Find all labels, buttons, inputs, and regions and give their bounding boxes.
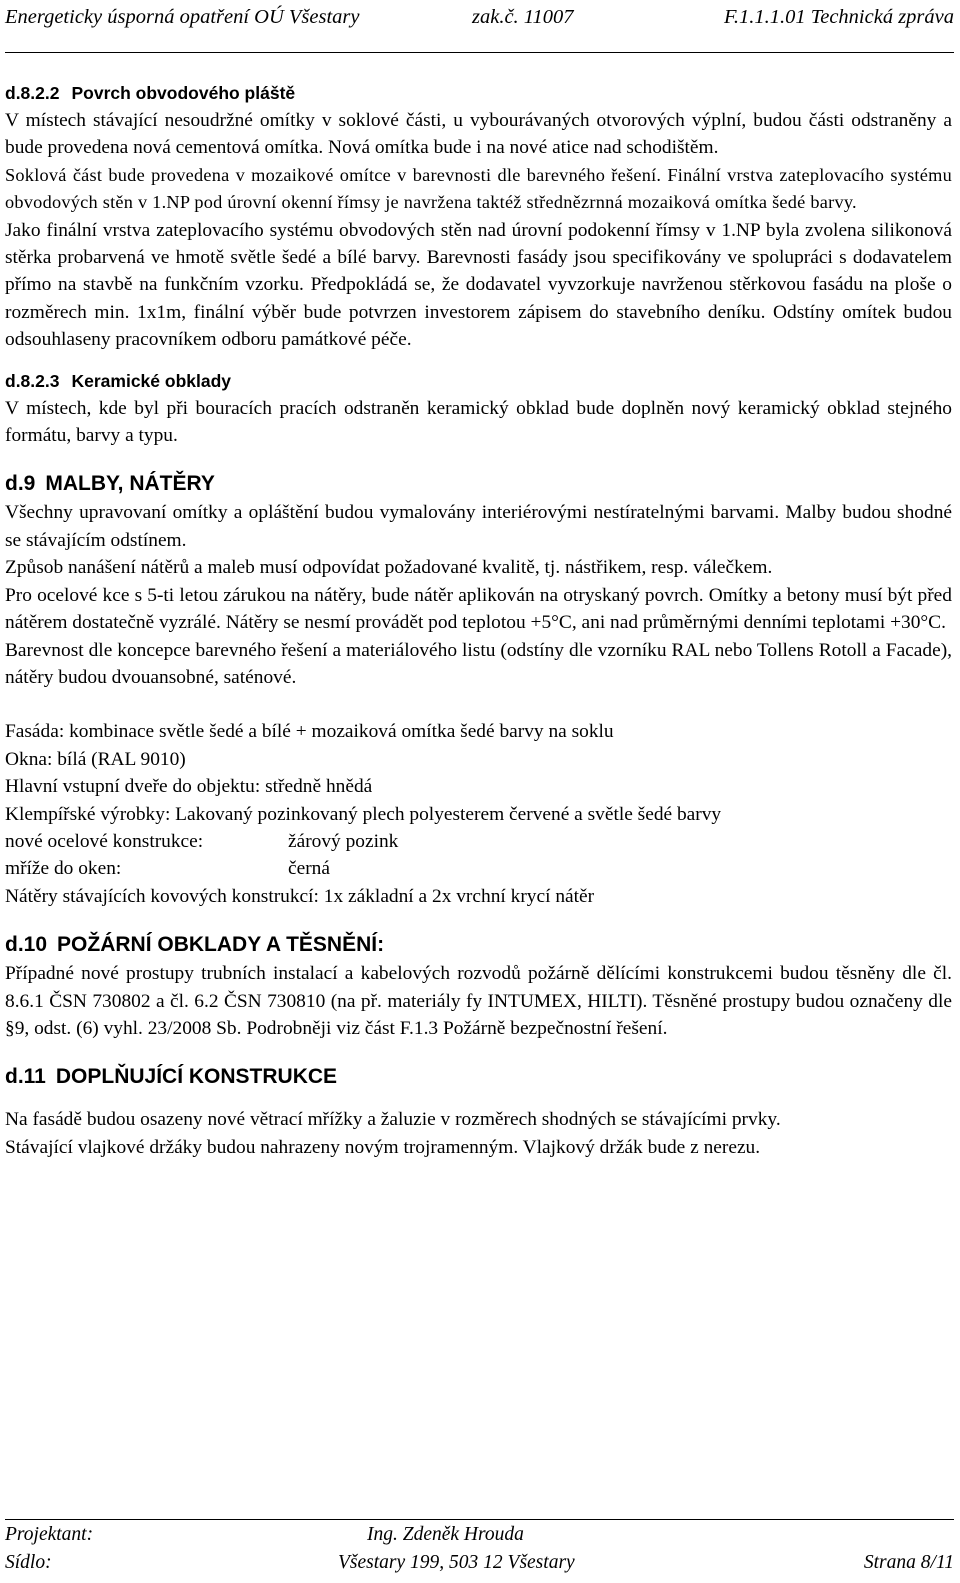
paragraph: Všechny upravovaní omítky a opláštění budou vymalovány interiérovými nestíratelnými barvami. Malby budou shodné se stávajícím odstínem. bbox=[5, 502, 952, 551]
document-body bbox=[5, 80, 952, 1161]
header-order-number: zak.č. 11007 bbox=[472, 6, 574, 28]
footer-address: Všestary 199, 503 12 Všestary bbox=[338, 1552, 575, 1573]
footer-divider bbox=[5, 1519, 954, 1520]
paragraph: Stávající vlajkové držáky budou nahrazeny novým trojramenným. Vlajkový držák bude z nerezu. bbox=[5, 1136, 761, 1158]
section-heading-d11 bbox=[5, 1062, 952, 1092]
page-footer bbox=[5, 1522, 954, 1580]
section-number: d.8.2.2 bbox=[5, 83, 60, 103]
paragraph: V místech stávající nesoudržné omítky v soklové části, u vybourávaných otvorových výplní, budou části odstraněny a bude provedena nová cementová omítka. Nová omítka bude i na nové atice nad schodištěm. bbox=[5, 110, 952, 159]
section-number: d.10 bbox=[5, 933, 48, 957]
section-heading-d822 bbox=[5, 80, 952, 107]
section-number: d.11 bbox=[5, 1065, 46, 1089]
spec-value: černá bbox=[288, 858, 330, 880]
paragraph: Pro ocelové kce s 5-ti letou zárukou na nátěry, bude nátěr aplikován na otryskaný povrch. Omítky a betony musí být před nátěrem dostatečně vyzrálé. Nátěry se nesmí provádět pod teplotou +5°C, ani nad průměrnými denními teplotami +30°C. bbox=[5, 584, 952, 634]
paragraph: Způsob nanášení nátěrů a maleb musí odpovídat požadované kvalitě, tj. nástřikem, resp. válečkem. bbox=[5, 557, 773, 579]
color-spec-line bbox=[5, 828, 952, 855]
color-spec-line bbox=[5, 855, 952, 882]
section-number: d.9 bbox=[5, 472, 36, 496]
header-document-ref: F.1.1.1.01 Technická zpráva bbox=[723, 6, 954, 28]
spec-label: nové ocelové konstrukce: bbox=[5, 830, 204, 852]
paragraph: Na fasádě budou osazeny nové větrací mřížky a žaluzie v rozměrech shodných se stávajícími prvky. bbox=[5, 1109, 781, 1131]
section-title: DOPLŇUJÍCÍ KONSTRUKCE bbox=[55, 1065, 338, 1089]
color-spec-line: Nátěry stávajících kovových konstrukcí: 1x základní a 2x vrchní krycí nátěr bbox=[5, 885, 595, 907]
footer-designer-label: Projektant: bbox=[5, 1524, 94, 1545]
section-number: d.8.2.3 bbox=[5, 370, 60, 391]
footer-address-label: Sídlo: bbox=[5, 1552, 52, 1573]
paragraph: Případné nové prostupy trubních instalací a kabelových rozvodů požárně dělícími konstrukcemi budou těsněny dle čl. 8.6.1 ČSN 730802 a čl. 6.2 ČSN 730810 (na př. materiály fy INTUMEX, HILTI). Těsněné prostupy budou označeny dle §9, odst. (6) vyhl. 23/2008 Sb. Podrobněji viz část F.1.3 Požárně bezpečnostní řešení. bbox=[5, 963, 952, 1039]
paragraph: Barevnost dle koncepce barevného řešení a materiálového listu (odstíny dle vzorníku RAL nebo Tollens Rotoll a Facade), nátěry budou dvouansobné, saténové. bbox=[5, 639, 952, 688]
section-heading-d823 bbox=[5, 368, 952, 395]
color-spec-line: Hlavní vstupní dveře do objektu: středně hnědá bbox=[5, 776, 373, 798]
paragraph: V místech, kde byl při bouracích pracích odstraněn keramický obklad bude doplněn nový keramický obklad stejného formátu, barvy a typu. bbox=[5, 397, 952, 447]
paragraph: Soklová část bude provedena v mozaikové omítce v barevnosti dle barevného řešení. Finální vrstva zateplovacího systému obvodových stěn v 1.NP pod úrovní okenní římsy je navržena taktéž střednězrnná mozaiková omítka šedé barvy. bbox=[5, 164, 952, 213]
spec-value: žárový pozink bbox=[288, 830, 399, 852]
section-title: MALBY, NÁTĚRY bbox=[45, 472, 215, 496]
header-divider bbox=[5, 52, 954, 53]
color-spec-line: Fasáda: kombinace světle šedé a bílé + mozaiková omítka šedé barvy na soklu bbox=[5, 721, 614, 743]
footer-page-number: Strana 8/11 bbox=[863, 1552, 954, 1573]
page-header bbox=[5, 4, 954, 44]
color-spec-line: Klempířské výrobky: Lakovaný pozinkovaný plech polyesterem červené a světle šedé barvy bbox=[5, 803, 722, 825]
color-spec-line: Okna: bílá (RAL 9010) bbox=[5, 748, 186, 770]
section-heading-d9 bbox=[5, 469, 952, 499]
section-title: POŽÁRNÍ OBKLADY A TĚSNĚNÍ: bbox=[57, 933, 385, 957]
spec-label: mříže do oken: bbox=[5, 858, 122, 880]
paragraph: Jako finální vrstva zateplovacího systému obvodových stěn nad úrovní podokenní římsy v 1.NP byla zvolena silikonová stěrka probarvená ve hmotě světle šedé a bílé barvy. Barevnosti fasády jsou specifikovány ve spolupráci s dodavatelem přímo na stavbě na funkčním vzorku. Předpokládá se, že dodavatel vyvzorkuje navrženou stěrkovou fasádu na ploše o rozměrech min. 1x1m, finální výběr bude potvrzen investorem zápisem do stavebního deníku. Odstíny omítek budou odsouhlaseny pracovníkem odboru památkové péče. bbox=[5, 219, 952, 351]
section-heading-d10 bbox=[5, 930, 952, 960]
footer-designer-name: Ing. Zdeněk Hrouda bbox=[367, 1524, 524, 1545]
section-title: Keramické obklady bbox=[71, 370, 232, 391]
header-document-title: Energeticky úsporná opatření OÚ Všestary bbox=[5, 6, 360, 28]
section-title: Povrch obvodového pláště bbox=[71, 83, 296, 103]
